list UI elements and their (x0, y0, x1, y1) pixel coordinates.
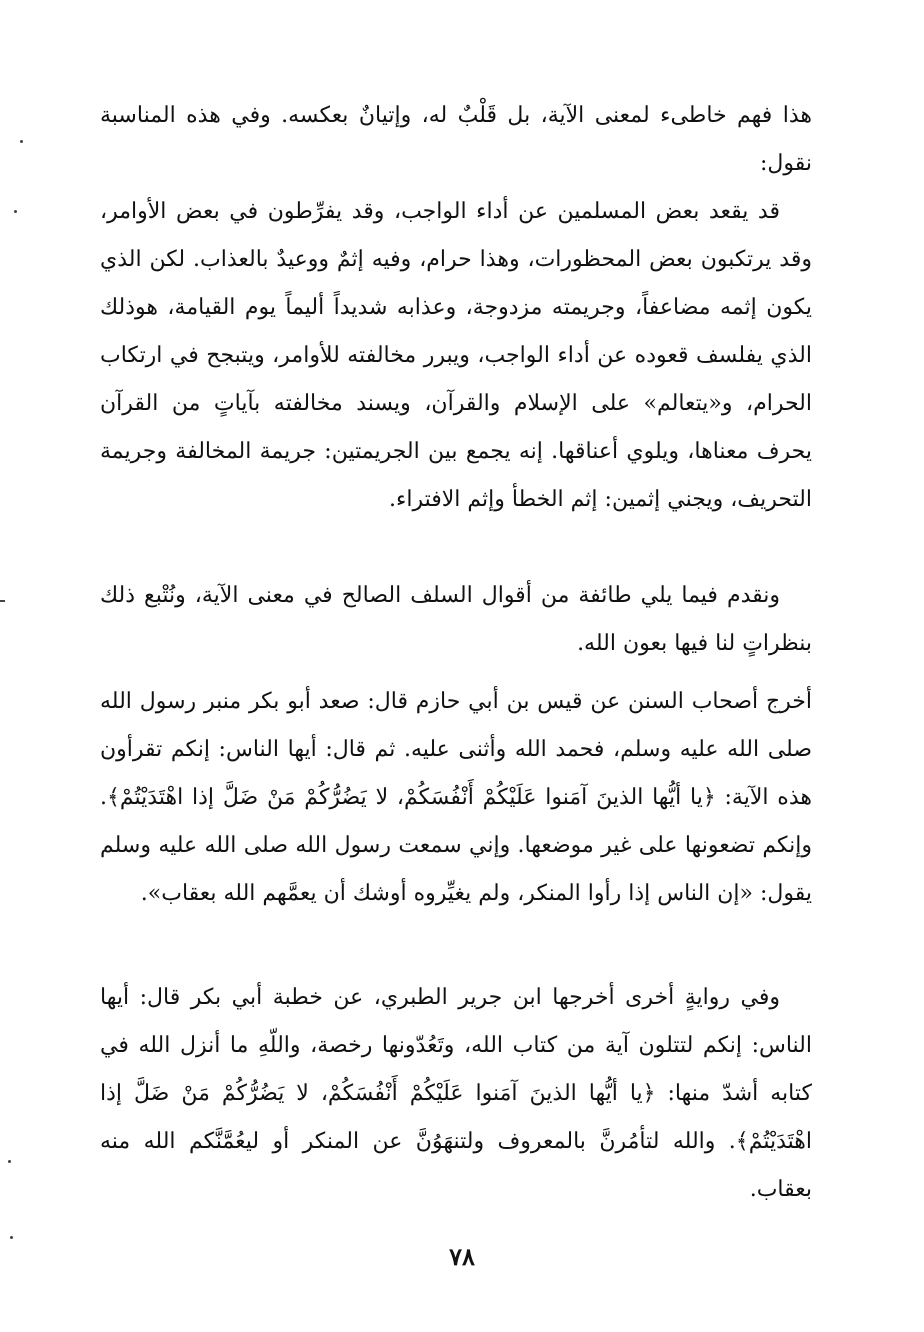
paragraph-text: قد يقعد بعض المسلمين عن أداء الواجب، وقد يفرِّطون في بعض الأوامر، وقد يرتكبون بعض المحظورات، وهذا حرام، وفيه إثمٌ ووعيدٌ بالعذاب. لكن الذي يكون إثمه مضاعفاً، وجريمته مزدوجة، وعذابه شديداً أليماً يوم القيامة، هوذلك الذي يفلسف قعوده عن أداء الواجب، ويبرر مخالفته للأوامر، ويتبجح في ارتكاب الحرام، و«يتعالم» على الإسلام والقرآن، ويسند مخالفته بآياتٍ من القرآن يحرف معناها، ويلوي أعناقها. إنه يجمع بين الجريمتين: جريمة المخالفة وجريمة التحريف، ويجني إثمين: إثم الخطأ وإثم الافتراء. (100, 199, 812, 512)
paragraph-text: ونقدم فيما يلي طائفة من أقوال السلف الصالح في معنى الآية، ونُتْبع ذلك بنظراتٍ لنا فيها بعون الله. (100, 583, 812, 656)
paragraph-text: وفي روايةٍ أخرى أخرجها ابن جرير الطبري، عن خطبة أبي بكر قال: أيها الناس: إنكم لتتلون آية من كتاب الله، وتَعُدّونها رخصة، واللّهِ ما أنزل الله في كتابه أشدّ منها: ﴿يا أيُّها الذينَ آمَنوا عَلَيْكُمْ أَنْفُسَكُمْ، لا يَضُرُّكُمْ مَنْ ضَلَّ إذا اهْتَدَيْتُمْ﴾. والله لتأمُرنَّ بالمعروف ولتنهَوُنَّ عن المنكر أو ليعُمَّنَّكم الله منه بعقاب. (100, 985, 812, 1202)
paragraph-text: أخرج أصحاب السنن عن قيس بن أبي حازم قال: صعد أبو بكر منبر رسول الله صلى الله عليه وسلم، فحمد الله وأثنى عليه. ثم قال: أيها الناس: إنكم تقرأون هذه الآية: ﴿يا أيُّها الذينَ آمَنوا عَلَيْكُمْ أَنْفُسَكُمْ، لا يَضُرُّكُمْ مَنْ ضَلَّ إذا اهْتَدَيْتُمْ﴾. وإنكم تضعونها على غير موضعها. وإني سمعت رسول الله صلى الله عليه وسلم يقول: «إن الناس إذا رأوا المنكر، ولم يغيِّروه أوشك أن يعمَّهم الله بعقاب». (100, 689, 812, 906)
scan-speck (8, 1160, 11, 1163)
paragraph-intro (100, 92, 812, 188)
page-number: ٧٨ (449, 1242, 475, 1271)
scan-speck (14, 210, 17, 213)
scan-speck (20, 140, 23, 143)
paragraph-argument (100, 188, 812, 524)
paragraph-narration-sunan (100, 678, 812, 918)
scan-speck (10, 1236, 13, 1239)
paragraph-transition (100, 572, 812, 668)
paragraph-narration-tabari (100, 974, 812, 1214)
scan-speck (0, 600, 5, 602)
paragraph-text: هذا فهم خاطىء لمعنى الآية، بل قَلْبٌ له، وإتيانٌ بعكسه. وفي هذه المناسبة نقول: (100, 103, 812, 176)
